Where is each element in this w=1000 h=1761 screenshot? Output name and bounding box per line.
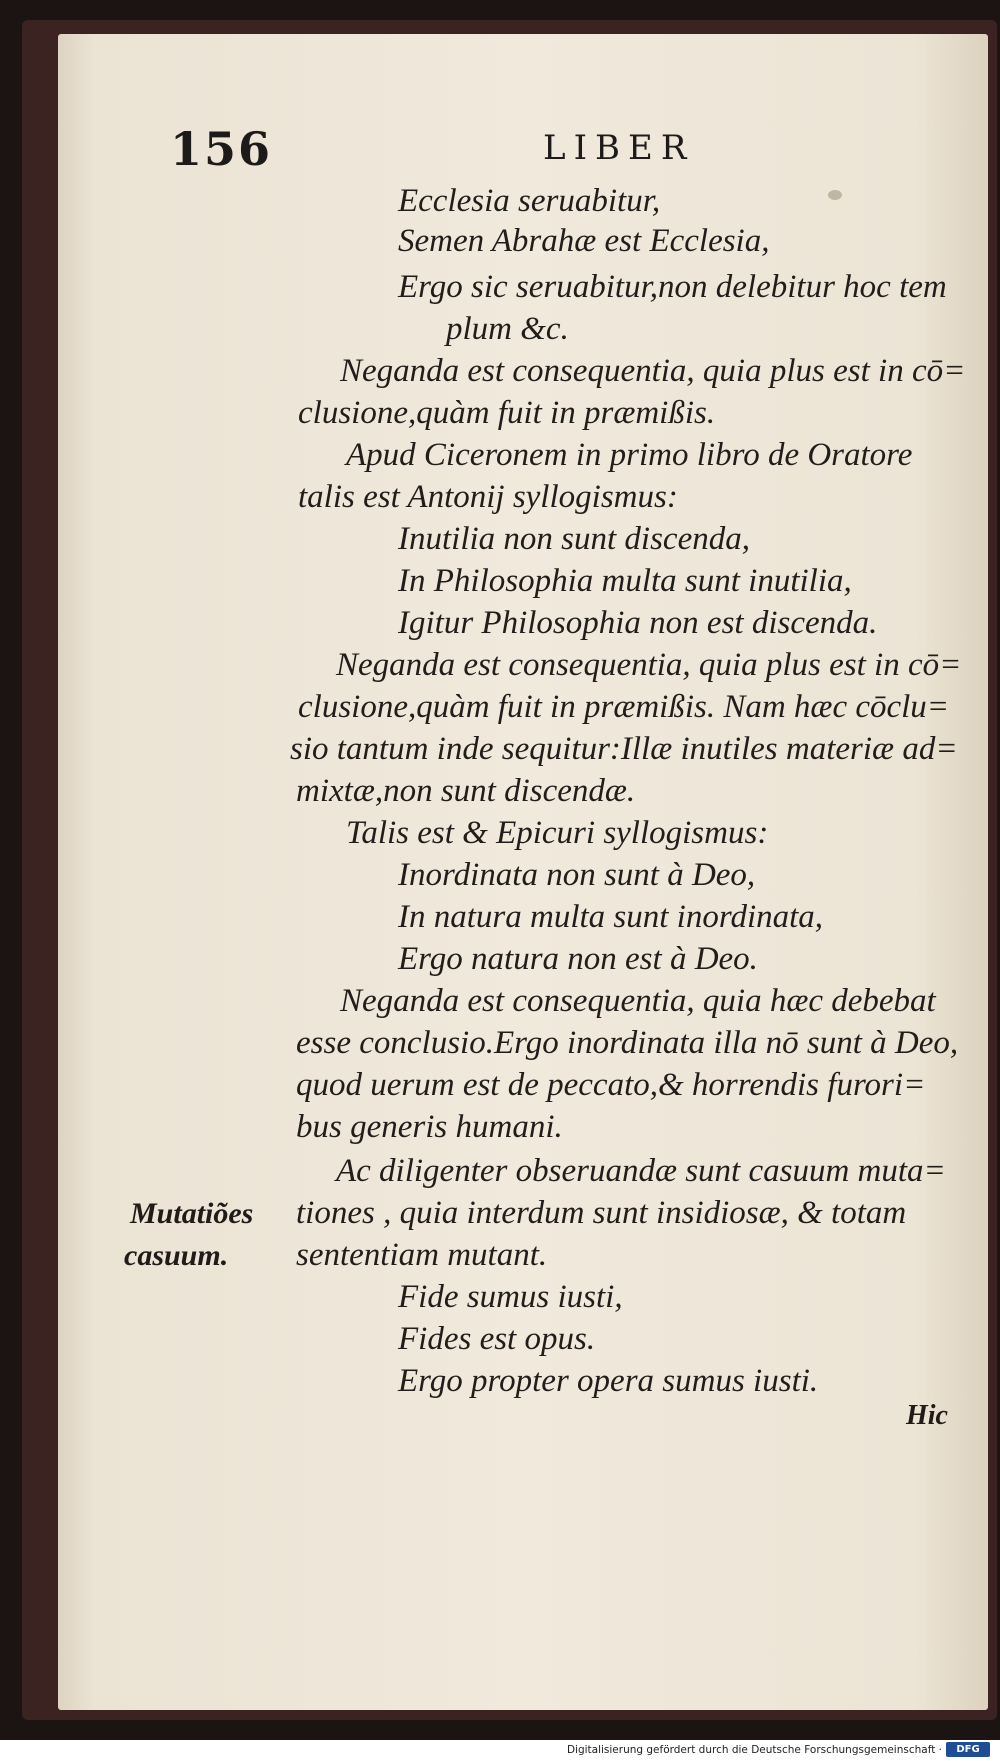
text-line: Inutilia non sunt discenda, [398, 521, 750, 557]
dfg-logo: DFG [946, 1742, 990, 1757]
text-line: Igitur Philosophia non est discenda. [398, 605, 878, 641]
text-line: Inordinata non sunt à Deo, [398, 857, 756, 893]
text-line: Apud Ciceronem in primo libro de Oratore [346, 437, 913, 473]
text-line: Fides est opus. [398, 1321, 596, 1357]
text-line: Ac diligenter obseruandæ sunt casuum muta= [336, 1153, 946, 1189]
catchword: Hic [906, 1400, 948, 1431]
running-head: LIBER [543, 128, 695, 168]
text-line: bus generis humani. [296, 1109, 563, 1145]
text-line: Fide sumus iusti, [398, 1279, 623, 1315]
text-line: Neganda est consequentia, quia plus est in cō= [340, 353, 966, 389]
text-line: Neganda est consequentia, quia plus est in cō= [336, 647, 962, 683]
text-line: clusione,quàm fuit in præmißis. Nam hæc cōclu= [298, 689, 950, 725]
text-line: Neganda est consequentia, quia hæc debebat [340, 983, 936, 1019]
text-line: Ergo natura non est à Deo. [398, 941, 758, 977]
text-line: Semen Abrahæ est Ecclesia, [398, 223, 770, 259]
digitization-credit: Digitalisierung gefördert durch die Deutsche Forschungsgemeinschaft · [566, 1744, 942, 1756]
text-line: plum &c. [446, 311, 569, 347]
marginal-note: Mutatiões [130, 1197, 254, 1230]
text-line: tiones , quia interdum sunt insidiosæ, & totam [296, 1195, 907, 1231]
text-line: mixtæ,non sunt discendæ. [296, 773, 636, 809]
text-line: quod uerum est de peccato,& horrendis furori= [296, 1067, 926, 1103]
text-line: Ergo sic seruabitur,non delebitur hoc tem [398, 269, 947, 305]
text-line: In Philosophia multa sunt inutilia, [398, 563, 852, 599]
paper-stain [828, 190, 842, 200]
text-line: Ergo propter opera sumus iusti. [398, 1363, 819, 1399]
marginal-note: casuum. [124, 1239, 229, 1272]
page-number: 156 [170, 122, 273, 176]
text-line: Ecclesia seruabitur, [398, 183, 661, 219]
text-line: esse conclusio.Ergo inordinata illa nō sunt à Deo, [296, 1025, 959, 1061]
text-line: talis est Antonij syllogismus: [298, 479, 678, 515]
text-line: Talis est & Epicuri syllogismus: [346, 815, 769, 851]
text-line: sententiam mutant. [296, 1237, 548, 1273]
text-line: In natura multa sunt inordinata, [398, 899, 824, 935]
text-line: sio tantum inde sequitur:Illæ inutiles materiæ ad= [290, 731, 958, 767]
text-line: clusione,quàm fuit in præmißis. [298, 395, 716, 431]
